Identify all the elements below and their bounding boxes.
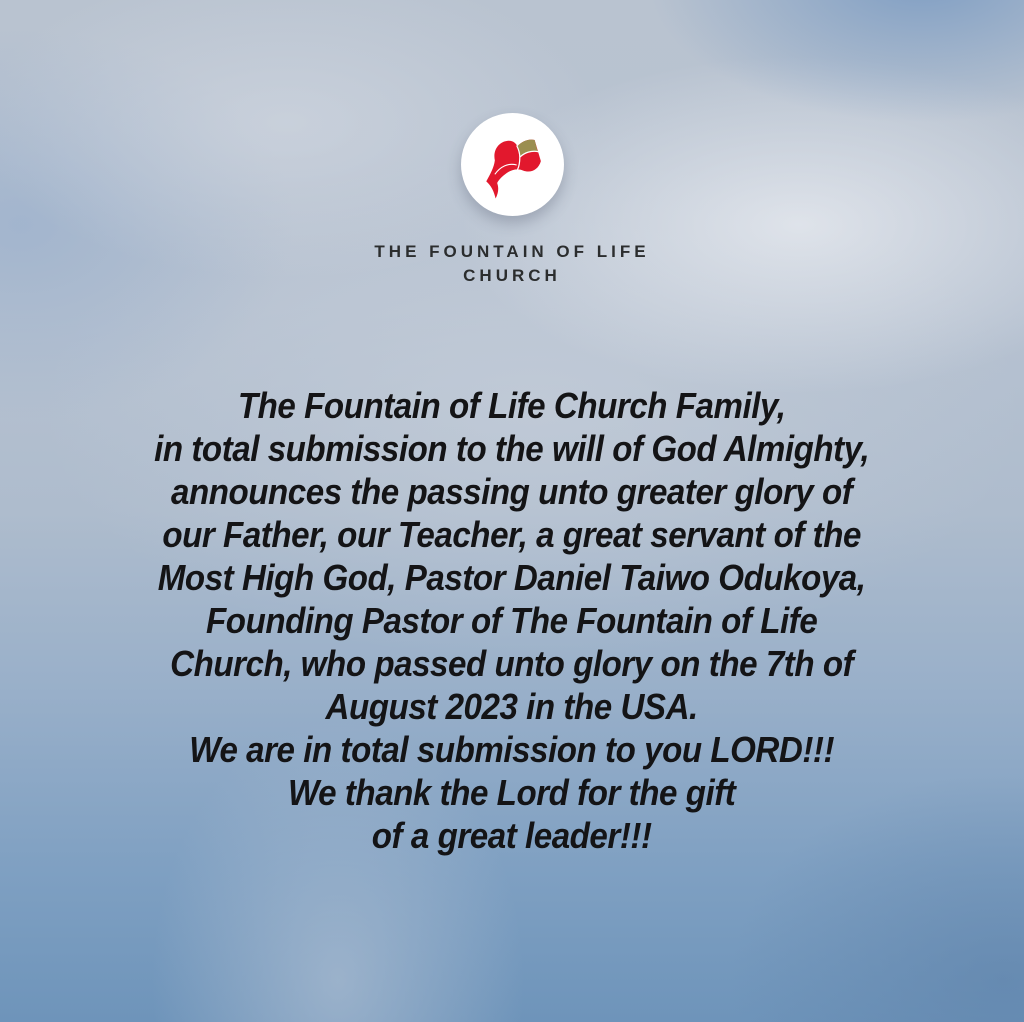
church-wordmark-line1: THE FOUNTAIN OF LIFE <box>374 242 650 261</box>
announcement-line: of a great leader!!! <box>372 815 652 856</box>
announcement-line: in total submission to the will of God Almighty, <box>154 428 870 469</box>
church-wordmark-line2: CHURCH <box>463 266 561 285</box>
announcement-line: Founding Pastor of The Fountain of Life <box>206 600 818 641</box>
announcement-line: August 2023 in the USA. <box>325 686 699 727</box>
announcement-line: Church, who passed unto glory on the 7th of <box>170 643 854 684</box>
announcement-line: announces the passing unto greater glory of <box>171 471 853 512</box>
announcement-line: Most High God, Pastor Daniel Taiwo Odukoya, <box>158 557 866 598</box>
announcement-line: The Fountain of Life Church Family, <box>238 385 786 426</box>
church-logo <box>461 113 564 216</box>
church-wordmark <box>374 240 649 288</box>
announcement-text <box>154 384 869 857</box>
waving-flag-icon <box>473 126 551 204</box>
announcement-line: We are in total submission to you LORD!!! <box>189 729 835 770</box>
announcement-line: our Father, our Teacher, a great servant of the <box>162 514 862 555</box>
announcement-line: We thank the Lord for the gift <box>288 772 736 813</box>
